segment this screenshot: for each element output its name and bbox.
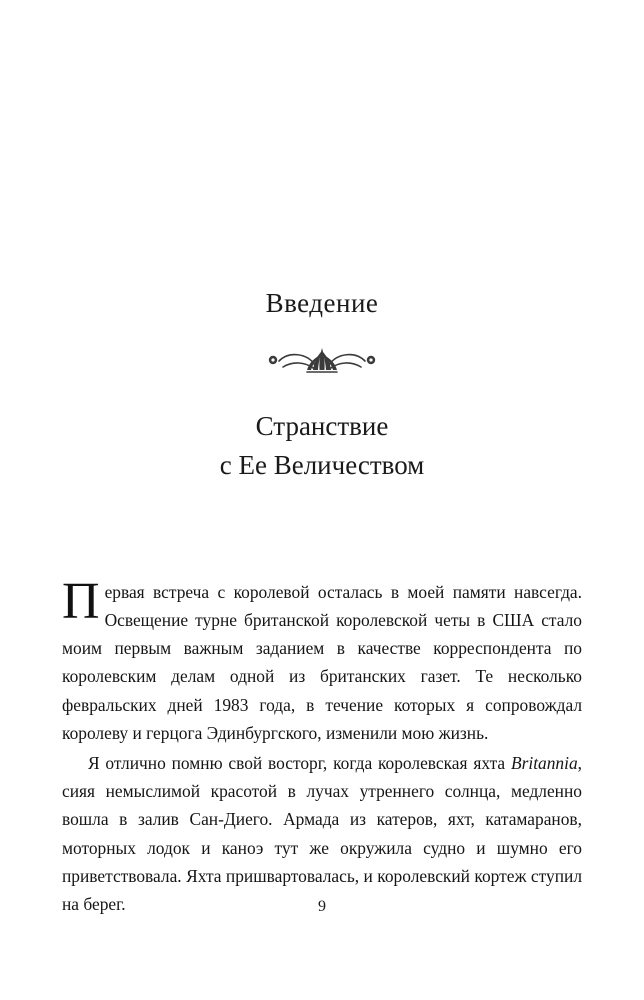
chapter-label: Введение	[265, 288, 379, 318]
body-text	[62, 572, 582, 918]
chapter-title-line-1: Странствие	[255, 411, 389, 441]
paragraph-2-text-after: , сияя немыслимой красотой в лучах утреннего солнца, медленно вошла в залив Сан-Диего. Армада из катеров, яхт, катамаранов, моторных лодок и каноэ тут же окружила судно и шумно его приветствовала. Яхта пришвартовалась, и королевский кортеж ступил на берег.	[62, 752, 582, 914]
chapter-title-line-2: с Ее Величеством	[219, 450, 425, 481]
yacht-name-italic: Britannia	[510, 752, 578, 773]
paragraph-1	[62, 572, 582, 747]
paragraph-1-text: ервая встреча с королевой осталась в моей памяти навсегда. Освещение турне британской королевской четы в США стало моим первым важным заданием в качестве корреспондента по королевским делам одной из британских газет. Те несколько февральских дней 1983 года, в течение которых я сопровождал королеву и герцога Эдинбургского, изменили мою жизнь.	[62, 581, 582, 743]
paragraph-2	[62, 749, 582, 918]
chapter-title	[62, 407, 582, 486]
paragraph-2-text-before: Я отлично помню свой восторг, когда королевская яхта	[88, 752, 511, 773]
flourish-ornament-icon	[62, 345, 582, 385]
page-number: 9	[318, 898, 326, 915]
drop-cap: П	[62, 572, 100, 630]
page-content	[62, 0, 582, 1000]
